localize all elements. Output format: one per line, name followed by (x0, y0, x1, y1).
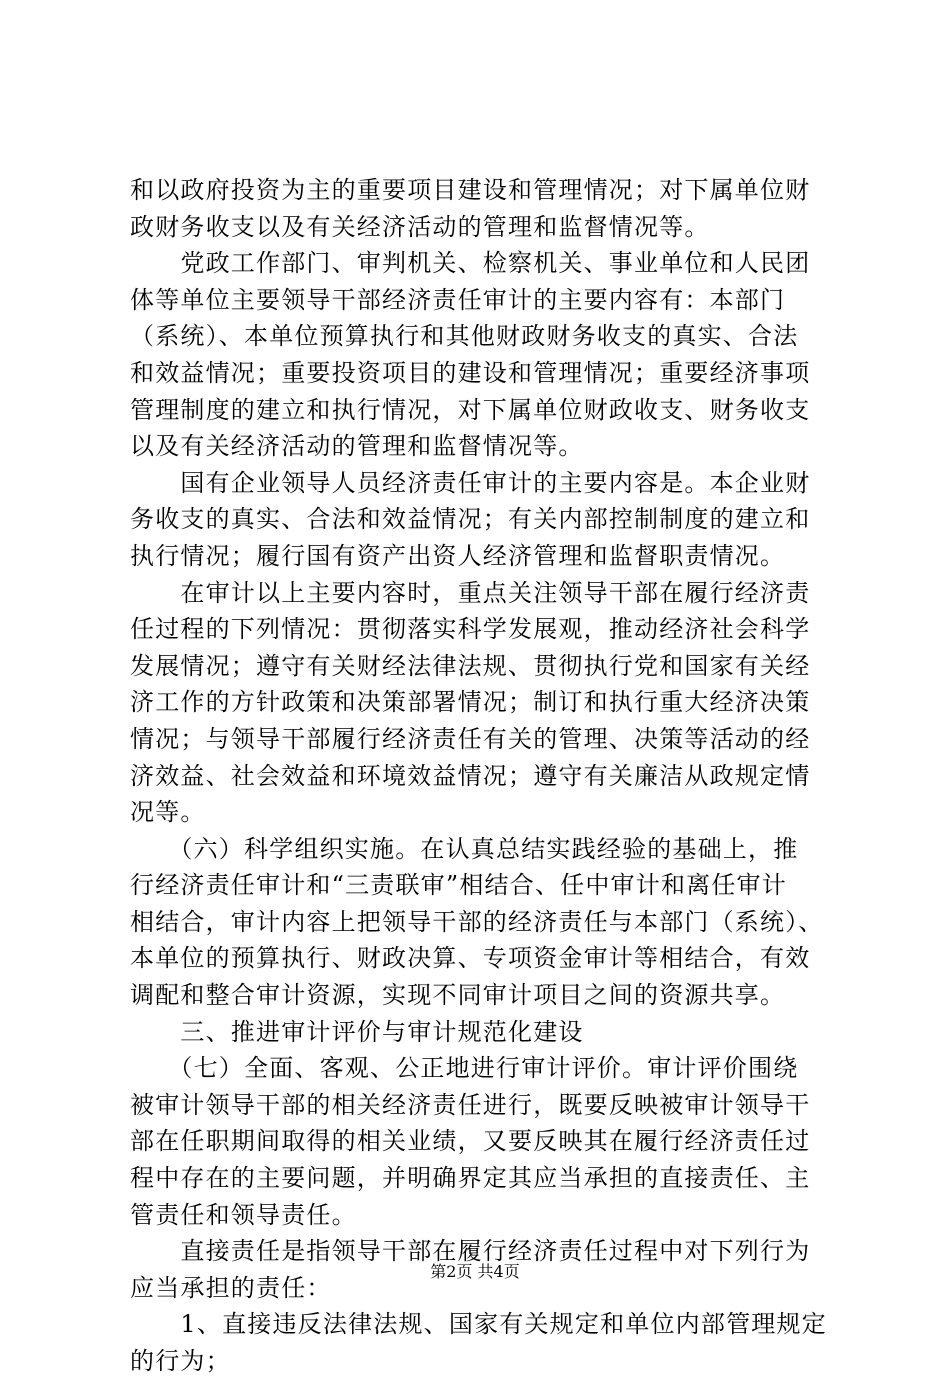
text-line: 调配和整合审计资源，实现不同审计项目之间的资源共享。 (130, 981, 786, 1010)
text-line: （六）科学组织实施。在认真总结实践经验的基础上，推 (130, 834, 799, 863)
text-line: 体等单位主要领导干部经济责任审计的主要内容有：本部门 (130, 285, 786, 314)
text-line: 以及有关经济活动的管理和监督情况等。 (130, 432, 584, 461)
text-line: 应当承担的责任： (130, 1273, 332, 1302)
text-line: 相结合，审计内容上把领导干部的经济责任与本部门（系统）、 (130, 907, 824, 936)
text-line: （七）全面、客观、公正地进行审计评价。审计评价围绕 (130, 1054, 799, 1083)
text-line: 直接责任是指领导干部在履行经济责任过程中对下列行为 (130, 1237, 811, 1266)
text-line: 在审计以上主要内容时，重点关注领导干部在履行经济责 (130, 578, 811, 607)
text-line: 的行为； (130, 1347, 231, 1375)
text-line: 管理制度的建立和执行情况，对下属单位财政收支、财务收支 (130, 395, 811, 424)
text-line: 1、直接违反法律法规、国家有关规定和单位内部管理规定 (130, 1310, 827, 1339)
text-line: 情况；与领导干部履行经济责任有关的管理、决策等活动的经 (130, 724, 811, 753)
text-line: 任过程的下列情况：贯彻落实科学发展观，推动经济社会科学 (130, 615, 811, 644)
document-body (130, 172, 830, 1380)
text-line: 执行情况；履行国有资产出资人经济管理和监督职责情况。 (130, 541, 786, 570)
section-heading: 三、推进审计评价与审计规范化建设 (130, 1017, 584, 1046)
text-line: 和效益情况；重要投资项目的建设和管理情况；重要经济事项 (130, 358, 811, 387)
text-line: 管责任和领导责任。 (130, 1200, 357, 1229)
text-line: 济工作的方针政策和决策部署情况；制订和执行重大经济决策 (130, 688, 811, 717)
text-line: 行经济责任审计和“三责联审”相结合、任中审计和离任审计 (130, 871, 787, 900)
text-line: 况等。 (130, 798, 206, 827)
text-line: 程中存在的主要问题，并明确界定其应当承担的直接责任、主 (130, 1164, 811, 1193)
text-line: 国有企业领导人员经济责任审计的主要内容是。本企业财 (130, 468, 811, 497)
text-line: 发展情况；遵守有关财经法律法规、贯彻执行党和国家有关经 (130, 651, 811, 680)
text-line: 政财务收支以及有关经济活动的管理和监督情况等。 (130, 212, 710, 241)
text-line: 党政工作部门、审判机关、检察机关、事业单位和人民团 (130, 249, 811, 278)
text-line: 被审计领导干部的相关经济责任进行，既要反映被审计领导干 (130, 1090, 811, 1119)
page-number-footer: 第2页 共4页 (430, 1262, 520, 1281)
text-line: 务收支的真实、合法和效益情况；有关内部控制制度的建立和 (130, 505, 811, 534)
text-line: （系统）、本单位预算执行和其他财政财务收支的真实、合法 (130, 322, 799, 351)
text-line: 和以政府投资为主的重要项目建设和管理情况；对下属单位财 (130, 176, 811, 204)
text-line: 部在任职期间取得的相关业绩，又要反映其在履行经济责任过 (130, 1127, 811, 1156)
text-line: 本单位的预算执行、财政决算、专项资金审计等相结合，有效 (130, 944, 811, 973)
text-line: 济效益、社会效益和环境效益情况；遵守有关廉洁从政规定情 (130, 761, 811, 790)
